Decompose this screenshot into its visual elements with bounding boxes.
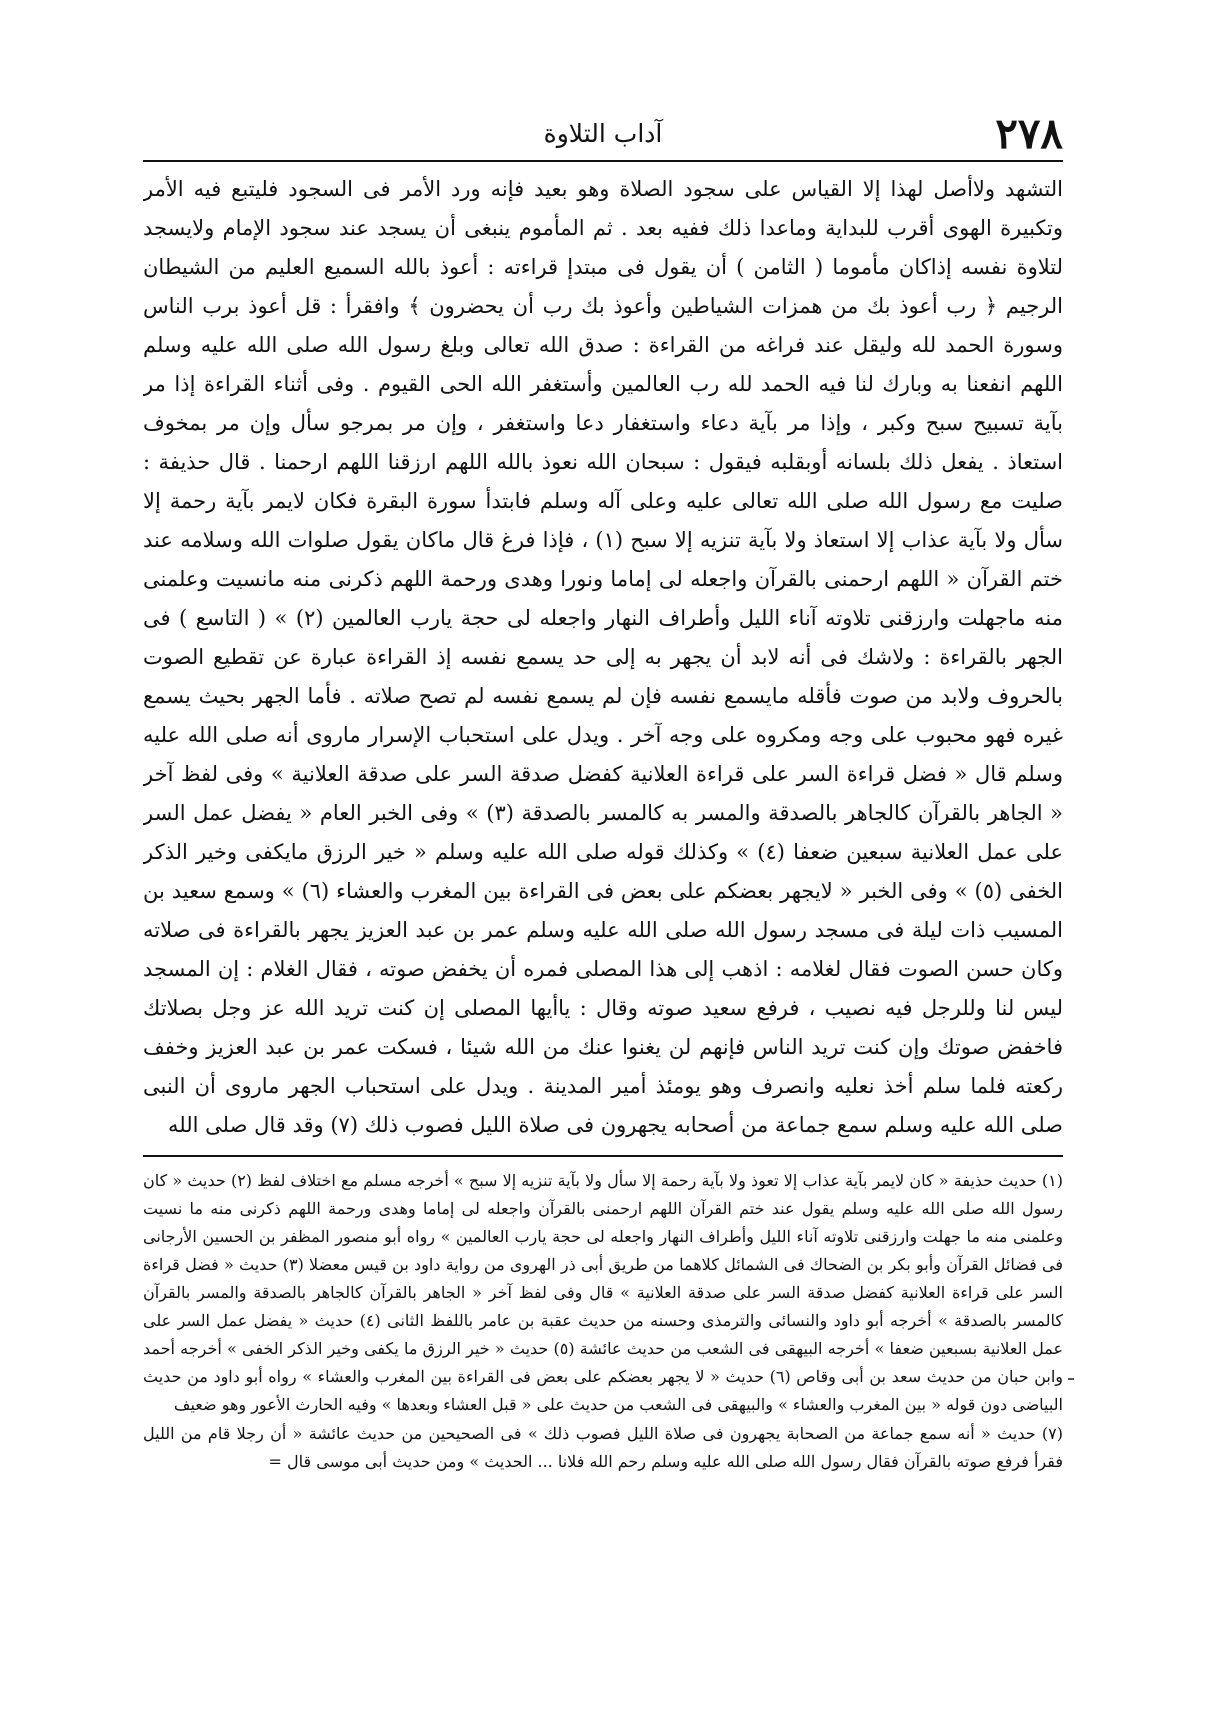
book-page [143,108,1063,1668]
footnote-separator [143,1155,1063,1157]
main-text [143,170,1063,1145]
body-paragraph: التشهد ولاأصل لهذا إلا القياس على سجود الصلاة وهو بعيد فإنه ورد الأمر فى السجود فليتبع فيه الأمر وتكبيرة الهوى أقرب للبداية وماعدا ذلك ففيه بعد . ثم المأموم ينبغى أن يسجد عند سجود الإمام ولايسجد لتلاوة نفسه إذاكان مأموما ( الثامن ) أن يقول فى مبتدإ قراءته : أعوذ بالله السميع العليم من الشيطان الرجيم ﴿ رب أعوذ بك من همزات الشياطين وأعوذ بك رب أن يحضرون ﴾ وافقرأ : قل أعوذ برب الناس وسورة الحمد لله وليقل عند فراغه من القراءة : صدق الله تعالى وبلغ رسول الله صلى الله عليه وسلم اللهم انفعنا به وبارك لنا فيه الحمد لله رب العالمين وأستغفر الله الحى القيوم . وفى أثناء القراءة إذا مر بآية تسبيح سبح وكبر ، وإذا مر بآية دعاء واستغفار دعا واستغفر ، وإن مر بمرجو سأل وإن مر بمخوف استعاذ . يفعل ذلك بلسانه أوبقلبه فيقول : سبحان الله نعوذ بالله اللهم ارزقنا اللهم ارحمنا . قال حذيفة : صليت مع رسول الله صلى الله تعالى عليه وعلى آله وسلم فابتدأ سورة البقرة فكان لايمر بآية رحمة إلا سأل ولا بآية عذاب إلا استعاذ ولا بآية تنزيه إلا سبح (١) ، فإذا فرغ قال ماكان يقول صلوات الله وسلامه عند ختم القرآن « اللهم ارحمنى بالقرآن واجعله لى إماما ونورا وهدى ورحمة اللهم ذكرنى منه مانسيت وعلمنى منه ماجهلت وارزقنى تلاوته آناء الليل وأطراف النهار واجعله لى حجة يارب العالمين (٢) » ( التاسع ) فى الجهر بالقراءة : ولاشك فى أنه لابد أن يجهر به إلى حد يسمع نفسه إذ القراءة عبارة عن تقطيع الصوت بالحروف ولابد من صوت فأقله مايسمع نفسه فإن لم يسمع نفسه لم تصح صلاته . فأما الجهر بحيث يسمع غيره فهو محبوب على وجه ومكروه على وجه آخر . ويدل على استحباب الإسرار ماروى أنه صلى الله عليه وسلم قال « فضل قراءة السر على قراءة العلانية كفضل صدقة السر على صدقة العلانية » وفى لفظ آخر « الجاهر بالقرآن كالجاهر بالصدقة والمسر به كالمسر بالصدقة (٣) » وفى الخبر العام « يفضل عمل السر على عمل العلانية سبعين ضعفا (٤) » وكذلك قوله صلى الله عليه وسلم « خير الرزق مايكفى وخير الذكر الخفى (٥) » وفى الخبر « لايجهر بعضكم على بعض فى القراءة بين المغرب والعشاء (٦) » وسمع سعيد بن المسيب ذات ليلة فى مسجد رسول الله صلى الله عليه وسلم عمر بن عبد العزيز يجهر بالقراءة فى صلاته وكان حسن الصوت فقال لغلامه : اذهب إلى هذا المصلى فمره أن يخفض صوته ، فقال الغلام : إن المسجد ليس لنا وللرجل فيه نصيب ، فرفع سعيد صوته وقال : ياأيها المصلى إن كنت تريد الله عز وجل بصلاتك فاخفض صوتك وإن كنت تريد الناس فإنهم لن يغنوا عنك من الله شيئا ، فسكت عمر بن عبد العزيز وخفف ركعته فلما سلم أخذ نعليه وانصرف وهو يومئذ أمير المدينة . ويدل على استحباب الجهر ماروى أن النبى صلى الله عليه وسلم سمع جماعة من أصحابه يجهرون فى صلاة الليل فصوب ذلك (٧) وقد قال صلى الله [143,177,1063,1137]
page-number: ٢٧٨ [995,109,1063,158]
footnote-block: (١) حديث حذيفة « كان لايمر بآية عذاب إلا تعوذ ولا بآية رحمة إلا سأل ولا بآية تنزيه إلا سبح » أخرجه مسلم مع اختلاف لفظ (٢) حديث « كان رسول الله صلى الله عليه وسلم يقول عند ختم القرآن اللهم ارحمنى بالقرآن واجعله لى إماما وهدى ورحمة اللهم ذكرنى منه ما نسيت وعلمنى منه ما جهلت وارزقنى تلاوته آناء الليل وأطراف النهار واجعله لى حجة يارب العالمين » رواه أبو منصور المظفر بن الحسين الأرجانى فى فضائل القرآن وأبو بكر بن الضحاك فى الشمائل كلاهما من طريق أبى ذر الهروى من رواية داود بن قيس معضلا (٣) حديث « فضل قراءة السر على قراءة العلانية كفضل صدقة السر على صدقة العلانية » قال وفى لفظ آخر « الجاهر بالقرآن كالجاهر بالصدقة والمسر بالقرآن كالمسر بالصدقة » أخرجه أبو داود والنسائى والترمذى وحسنه من حديث عقبة بن عامر باللفظ الثانى (٤) حديث « يفضل عمل السر على عمل العلانية بسبعين ضعفا » أخرجه البيهقى فى الشعب من حديث عائشة (٥) حديث « خير الرزق ما يكفى وخير الذكر الخفى » أخرجه أحمد وابن حبان من حديث سعد بن أبى وقاص (٦) حديث « لا يجهر بعضكم على بعض فى القراءة بين المغرب والعشاء » رواه أبو داود من حديث البياضى دون قوله « بين المغرب والعشاء » والبيهقى فى الشعب من حديث على « قبل العشاء وبعدها » وفيه الحارث الأعور وهو ضعيف [143,1171,1063,1414]
running-title: آداب التلاوة [543,119,663,148]
footnote-block: (٧) حديث « أنه سمع جماعة من الصحابة يجهرون فى صلاة الليل فصوب ذلك » فى الصحيحين من حديث عائشة « أن رجلا قام من الليل فقرأ فرفع صوته بالقرآن فقال رسول الله صلى الله عليه وسلم رحم الله فلانا ... الحديث » ومن حديث أبى موسى قال = [143,1424,1063,1471]
page-header [143,108,1063,162]
margin-mark [1068,1378,1074,1380]
footnotes [143,1167,1063,1476]
